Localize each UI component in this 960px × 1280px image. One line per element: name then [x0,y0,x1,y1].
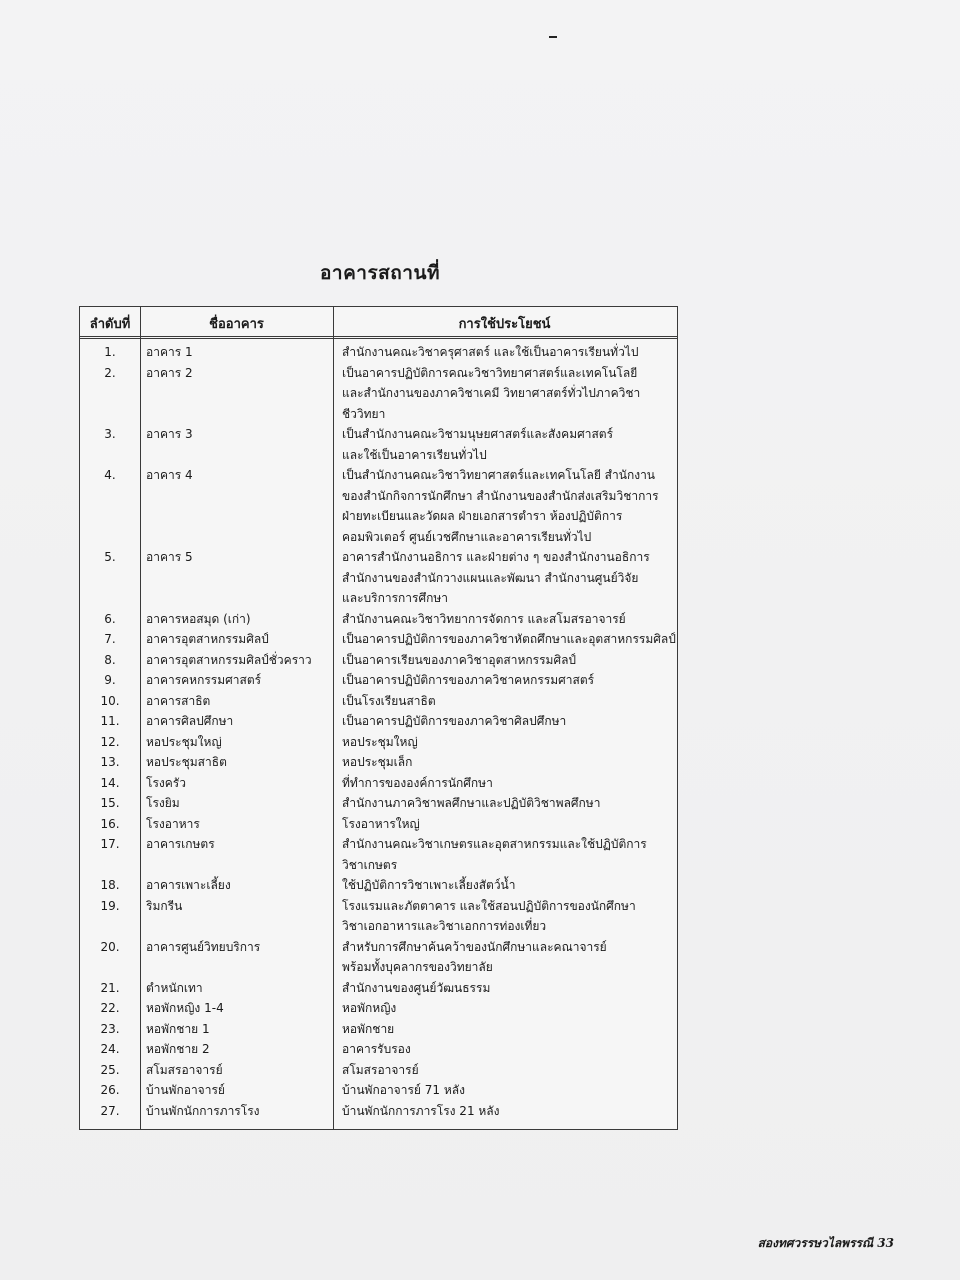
building-use-line: หอพักชาย [342,1021,395,1036]
building-use [342,752,676,773]
row-number: 6. [104,611,116,626]
building-use-line: สำนักงานของศูนย์วัฒนธรรม [342,980,491,995]
building-use-line: เป็นสำนักงานคณะวิชามนุษยศาสตร์และสังคมศาสตร์ [342,427,614,441]
building-use [342,1039,676,1060]
building-use-line: สำนักงานของสำนักวางแผนและพัฒนา สำนักงานศูนย์วิจัย [342,570,639,585]
building-use [342,465,676,547]
building-name: อาคารอุตสาหกรรมศิลป์ชั่วคราว [146,652,312,667]
building-use [342,978,676,999]
building-use-line: เป็นอาคารปฏิบัติการคณะวิชาวิทยาศาสตร์และเทคโนโลยี [342,365,638,380]
building-use-line: สโมสรอาจารย์ [342,1062,419,1077]
row-number: 22. [100,1001,120,1015]
building-name: อาคารสาธิต [146,693,211,708]
building-use-line: คอมพิวเตอร์ ศูนย์เวชศึกษาและอาคารเรียนทั่วไป [342,529,592,544]
building-name: ตำหนักเทา [146,980,203,995]
building-use [342,547,676,609]
building-use-line: ใช้ปฏิบัติการวิชาเพาะเลี้ยงสัตว์น้ำ [342,878,516,892]
building-name: บ้านพักนักการภารโรง [146,1103,260,1118]
building-use [342,711,676,732]
building-use-line: เป็นโรงเรียนสาธิต [342,693,436,708]
building-name: บ้านพักอาจารย์ [146,1083,225,1097]
building-name: อาคารศูนย์วิทยบริการ [146,939,261,954]
building-use-line: โรงอาหารใหญ่ [342,816,420,831]
row-number: 27. [100,1103,120,1118]
building-use-line: ฝ่ายทะเบียนและวัดผล ฝ่ายเอกสารตำรา ห้องปฏิบัติการ [342,509,623,523]
header-use: การใช้ประโยชน์ [458,317,551,332]
building-use [342,1019,676,1040]
row-number: 11. [100,714,120,728]
building-use [342,670,676,691]
row-number: 14. [100,775,120,790]
building-use [342,609,676,630]
building-name: อาคาร 3 [146,427,193,441]
building-name: โรงอาหาร [146,816,200,831]
building-name: ริมกรีน [146,898,183,913]
building-name: โรงครัว [146,775,186,790]
column-divider [333,307,334,1129]
building-use-line: วิชาเกษตร [342,857,398,872]
row-number: 19. [100,898,120,913]
building-use-line: เป็นอาคารปฏิบัติการของภาควิชาหัตถศึกษาและอุตสาหกรรมศิลป์ [342,632,676,646]
row-number: 26. [100,1083,120,1097]
scan-speck [549,36,557,38]
row-number: 4. [104,468,116,482]
row-number: 20. [100,939,120,954]
building-name: หอพักชาย 2 [146,1042,210,1056]
row-number: 17. [100,837,120,851]
row-number: 9. [104,673,116,687]
building-use-line: สำนักงานภาควิชาพลศึกษาและปฏิบัติวิชาพลศึกษา [342,796,601,810]
row-number: 18. [100,878,120,892]
building-use [342,896,676,937]
building-use [342,691,676,712]
building-name: อาคาร 5 [146,550,193,564]
row-number: 23. [100,1021,120,1036]
building-use [342,629,676,650]
building-use-line: เป็นอาคารปฏิบัติการของภาควิชาศิลปศึกษา [342,714,567,728]
building-use [342,1060,676,1081]
building-use [342,773,676,794]
building-use [342,937,676,978]
row-number: 12. [100,734,120,749]
building-use-line: เป็นอาคารปฏิบัติการของภาควิชาคหกรรมศาสตร์ [342,673,595,687]
row-number: 2. [104,365,116,380]
building-name: สโมสรอาจารย์ [146,1062,223,1077]
building-use-line: โรงแรมและภัตตาคาร และใช้สอนปฏิบัติการของนักศึกษา [342,898,636,913]
building-use-line: อาคารสำนักงานอธิการ และฝ่ายต่าง ๆ ของสำนักงานอธิการ [342,550,650,564]
building-use [342,998,676,1019]
building-use [342,363,676,425]
header-divider [80,336,677,339]
building-name: อาคารเกษตร [146,837,215,851]
row-number: 21. [100,980,120,995]
page-footer: สองทศวรรษวไลพรรณี 33 [757,1236,894,1250]
header-no: ลำดับที่ [89,317,131,332]
row-number: 25. [100,1062,120,1077]
building-use-line: ที่ทำการขององค์การนักศึกษา [342,775,493,790]
building-use-line: เป็นสำนักงานคณะวิชาวิทยาศาสตร์และเทคโนโลยี สำนักงาน [342,468,656,482]
building-use-line: วิชาเอกอาหารและวิชาเอกการท่องเที่ยว [342,919,547,933]
building-name: หอพักหญิง 1-4 [146,1001,224,1015]
building-use-line: พร้อมทั้งบุคลากรของวิทยาลัย [342,960,493,974]
buildings-table [79,306,678,1130]
row-number: 1. [104,345,116,359]
building-use-line: หอประชุมใหญ่ [342,734,418,749]
row-number: 13. [100,755,120,769]
building-use [342,834,676,875]
building-name: อาคารเพาะเลี้ยง [146,878,231,892]
row-number: 3. [104,427,116,441]
page-title: อาคารสถานที่ [320,262,440,284]
building-name: อาคารอุตสาหกรรมศิลป์ [146,632,269,646]
building-name: อาคารศิลปศึกษา [146,714,234,728]
building-use [342,793,676,814]
building-use-line: ของสำนักกิจการนักศึกษา สำนักงานของสำนักส่งเสริมวิชาการ [342,488,659,503]
building-use-line: สำนักงานคณะวิชาครุศาสตร์ และใช้เป็นอาคารเรียนทั่วไป [342,345,639,359]
building-use-line: สำนักงานคณะวิชาเกษตรและอุตสาหกรรมและใช้ปฏิบัติการ [342,837,647,851]
building-use-line: และบริการการศึกษา [342,591,449,605]
building-name: หอพักชาย 1 [146,1021,210,1036]
building-name: อาคาร 1 [146,345,193,359]
building-use-line: ชีววิทยา [342,406,386,421]
building-use [342,1101,676,1122]
building-use-line: อาคารรับรอง [342,1042,411,1056]
building-name: อาคาร 2 [146,365,193,380]
building-use-line: บ้านพักนักการภารโรง 21 หลัง [342,1103,500,1118]
building-use-line: หอประชุมเล็ก [342,755,413,769]
building-use-line: สำหรับการศึกษาค้นคว้าของนักศึกษาและคณาจารย์ [342,939,607,954]
building-use-line: หอพักหญิง [342,1001,397,1015]
column-divider [140,307,141,1129]
building-use [342,1080,676,1101]
building-use-line: บ้านพักอาจารย์ 71 หลัง [342,1083,465,1097]
row-number: 8. [104,652,116,667]
building-use-line: และสำนักงานของภาควิชาเคมี วิทยาศาสตร์ทั่วไปภาควิชา [342,386,641,400]
building-use-line: เป็นอาคารเรียนของภาควิชาอุตสาหกรรมศิลป์ [342,652,577,667]
building-use [342,424,676,465]
building-use [342,650,676,671]
row-number: 7. [104,632,116,646]
building-name: อาคารคหกรรมศาสตร์ [146,673,262,687]
building-use [342,342,676,363]
building-use-line: สำนักงานคณะวิชาวิทยาการจัดการ และสโมสรอาจารย์ [342,611,626,626]
building-name: โรงยิม [146,796,180,810]
row-number: 10. [100,693,120,708]
building-use [342,732,676,753]
row-number: 24. [100,1042,120,1056]
building-name: หอประชุมสาธิต [146,755,227,769]
row-number: 5. [104,550,116,564]
row-number: 16. [100,816,120,831]
building-name: หอประชุมใหญ่ [146,734,222,749]
building-use [342,814,676,835]
header-name: ชื่ออาคาร [209,317,264,332]
row-number: 15. [100,796,120,810]
building-name: อาคาร 4 [146,468,193,482]
building-name: อาคารหอสมุด (เก่า) [146,611,251,626]
building-use-line: และใช้เป็นอาคารเรียนทั่วไป [342,447,487,462]
building-use [342,875,676,896]
